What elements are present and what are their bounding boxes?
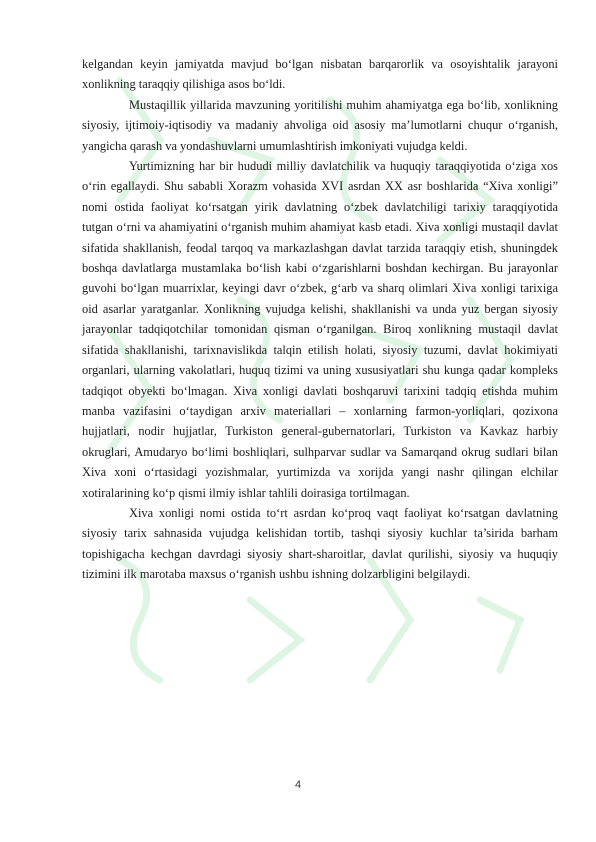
document-body: [82, 54, 558, 585]
paragraph-4: Xiva xonligi nomi ostida to‘rt asrdan ko‘proq vaqt faoliyat ko‘rsatgan davlatning siyosiy tarix sahnasida vujudga kelishidan tortib, tashqi siyosiy kuchlar ta’sirida barham topishigacha kechgan davrdagi siyosiy shart-sharoitlar, davlat qurilishi, siyosiy va huquqiy tizimini ilk marotaba maxsus o‘rganish ushbu ishning dolzarbligini belgilaydi.: [82, 505, 558, 582]
paragraph-2: Mustaqillik yillarida mavzuning yoritilishi muhim ahamiyatga ega bo‘lib, xonlikning siyosiy, ijtimoiy-iqtisodiy va madaniy ahvoliga oid asosiy ma’lumotlarni chuqur o‘rganish, yangicha qarash va yondashuvlarni umumlashtirish imkoniyati vujudga keldi.: [82, 97, 558, 153]
paragraph-1: kelgandan keyin jamiyatda mavjud bo‘lgan nisbatan barqarorlik va osoyishtalik jarayoni xonlikning taraqqiy qilishiga asos bo‘ldi.: [82, 57, 558, 92]
page-number: 4: [294, 779, 302, 791]
paragraph-3: Yurtimizning har bir hududi milliy davlatchilik va huquqiy taraqqiyotida o‘ziga xos o‘rin egallaydi. Shu sababli Xorazm vohasida XVI asrdan XX asr boshlarida “Xiva xonligi” nomi ostida faoliyat ko‘rsatgan yirik davlatning o‘zbek davlatchiligi tarixiy taraqqiyotida tutgan o‘rni va ahamiyatini o‘rganish muhim ahamiyat kasb etadi. Xiva xonligi mustaqil davlat sifatida shakllanish, feodal tarqoq va markazlashgan davlat tarzida taraqqiy etish, shuningdek boshqa davlatlarga mustamlaka bo‘lish kabi o‘zgarishlarni boshdan kechirgan. Bu jarayonlar guvohi bo‘lgan muarrixlar, keyingi davr o‘zbek, g‘arb va sharq olimlari Xiva xonligi tarixiga oid asarlar yaratganlar. Xonlikning vujudga kelishi, shakllanishi va unda yuz bergan siyosiy jarayonlar tadqiqotchilar tomonidan qisman o‘rganilgan. Biroq xonlikning mustaqil davlat sifatida shakllanishi, tarixnavislikda talqin etilish holati, siyosiy tuzumi, davlat hokimiyati organlari, ularning vakolatlari, huquq tizimi va uning xususiyatlari shu kunga qadar kompleks tadqiqot obyekti bo‘lmagan. Xiva xonligi davlati boshqaruvi tarixini tadqiq etishda muhim manba vazifasini o‘taydigan arxiv materiallari – xonlarning farmon-yorliqlari, qozixona hujjatlari, nodir hujjatlar, Turkiston general-gubernatorlari, Turkiston va Kavkaz harbiy okruglari, Amudaryo bo‘limi boshliqlari, sulhparvar sudlar va Samarqand okrug sudlari bilan Xiva xoni o‘rtasidagi yozishmalar, yurtimizda va xorijda yangi nashr qilingan elchilar xotiralarining ko‘p qismi ilmiy ishlar tahlili doirasiga tortilmagan.: [82, 159, 558, 500]
